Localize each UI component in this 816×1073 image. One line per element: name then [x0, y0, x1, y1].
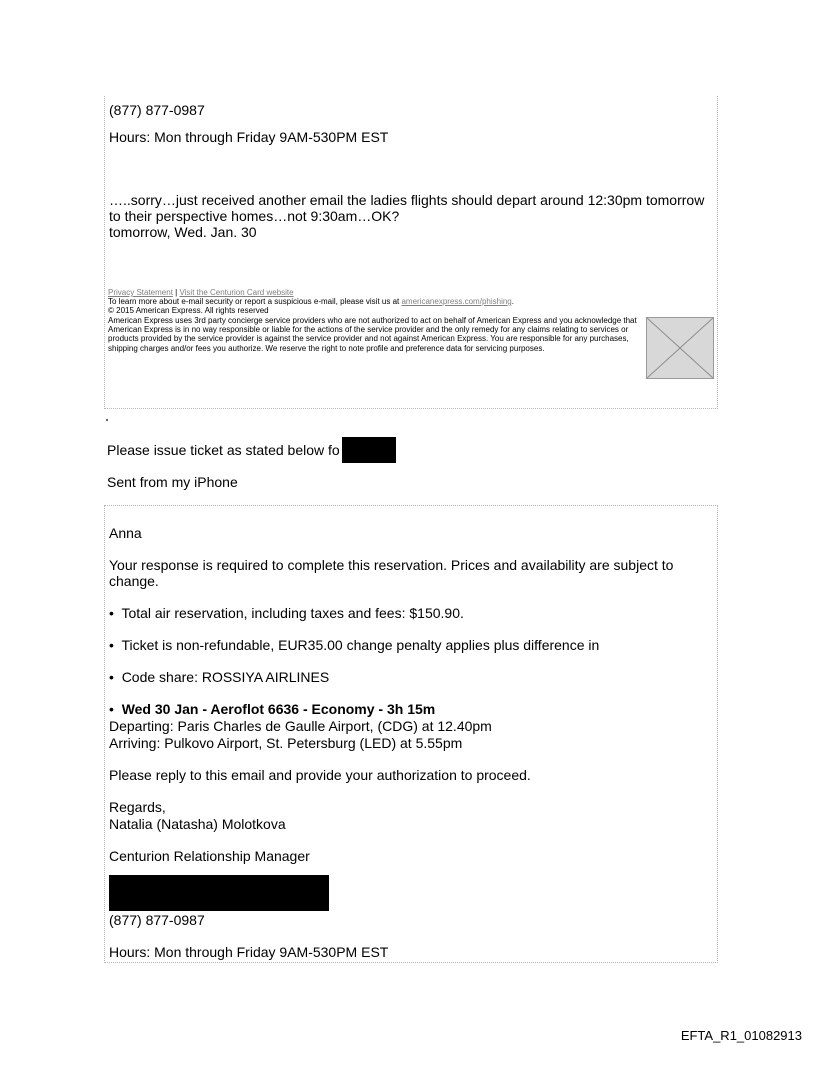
- message-line-1: …..sorry…just received another email the ladies flights should depart around 12:30pm tomorrow: [109, 192, 705, 208]
- broken-image-icon: [647, 318, 713, 378]
- bullet-marker: •: [109, 637, 114, 653]
- security-notice: [108, 297, 514, 306]
- reservation-phone: (877) 877-0987: [109, 912, 205, 928]
- redaction-bar: [109, 875, 329, 911]
- reservation-hours: Hours: Mon through Friday 9AM-530PM EST: [109, 944, 389, 960]
- copyright: © 2015 American Express. All rights reserved: [108, 306, 269, 315]
- sender-title: Centurion Relationship Manager: [109, 848, 310, 864]
- departing: Departing: Paris Charles de Gaulle Airport, (CDG) at 12.40pm: [109, 718, 492, 734]
- arriving: Arriving: Pulkovo Airport, St. Petersburg (LED) at 5.55pm: [109, 735, 463, 751]
- codeshare-text: Code share: ROSSIYA AIRLINES: [121, 669, 330, 685]
- bullet-codeshare: [109, 669, 329, 685]
- issue-ticket-text: Please issue ticket as stated below fo: [107, 442, 340, 458]
- privacy-statement-link[interactable]: Privacy Statement: [108, 288, 173, 297]
- disclaimer: American Express uses 3rd party concierge service providers who are not authorized to act on behalf of American Express and you acknowledge that American Express is in no way responsible or liable for the actions of the service provider and the only remedy for any claims relating to services or products provided by the service provider is against the service provider and not against American Express. You are responsible for any purchases, shipping charges and/or fees you authorize. We reserve the right to note profile and preference data for servicing purposes.: [108, 315, 637, 353]
- flight-text: Wed 30 Jan - Aeroflot 6636 - Economy - 3h 15m: [121, 701, 436, 717]
- message-line-3: tomorrow, Wed. Jan. 30: [109, 224, 257, 240]
- message-line-2: to their perspective homes…not 9:30am…OK?: [109, 208, 400, 224]
- support-hours: Hours: Mon through Friday 9AM-530PM EST: [109, 129, 389, 145]
- ticket-text: Ticket is non-refundable, EUR35.00 change penalty applies plus difference in: [121, 637, 600, 653]
- phishing-link[interactable]: americanexpress.com/phishing: [401, 297, 512, 306]
- stray-dot: [106, 419, 108, 421]
- security-end: .: [511, 297, 514, 306]
- total-text: Total air reservation, including taxes and fees: $150.90.: [121, 605, 464, 621]
- document-id: EFTA_R1_01082913: [680, 1028, 802, 1043]
- bullet-marker: •: [109, 701, 114, 717]
- broken-image-placeholder: [646, 317, 714, 379]
- reply-request: Please reply to this email and provide your authorization to proceed.: [109, 767, 531, 783]
- sender-name: Natalia (Natasha) Molotkova: [109, 816, 286, 832]
- sent-from-iphone: Sent from my iPhone: [107, 474, 238, 490]
- reservation-intro: Your response is required to complete this reservation. Prices and availability are subject to change.: [109, 557, 674, 589]
- bullet-total: [109, 605, 464, 621]
- bullet-marker: •: [109, 605, 114, 621]
- bullet-flight: [109, 701, 435, 717]
- centurion-website-link[interactable]: Visit the Centurion Card website: [179, 288, 294, 297]
- legal-links: [108, 288, 294, 297]
- security-text: To learn more about e-mail security or report a suspicious e-mail, please visit us at: [108, 297, 402, 306]
- support-phone: (877) 877-0987: [109, 102, 205, 118]
- bullet-marker: •: [109, 669, 114, 685]
- links-separator: |: [172, 288, 180, 297]
- regards: Regards,: [109, 799, 166, 815]
- greeting: Anna: [109, 525, 142, 541]
- redaction-bar: [342, 437, 396, 463]
- bullet-ticket: [109, 637, 599, 653]
